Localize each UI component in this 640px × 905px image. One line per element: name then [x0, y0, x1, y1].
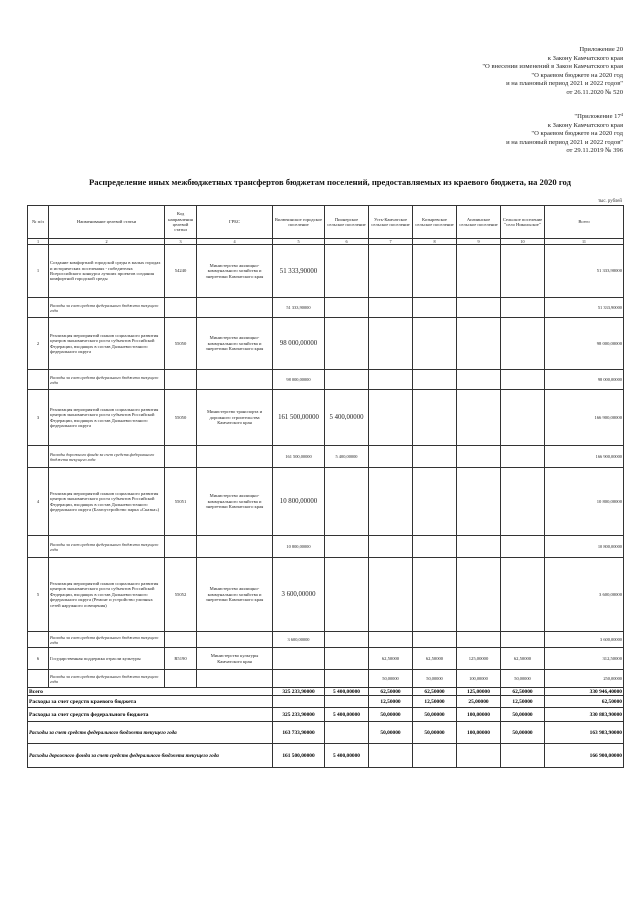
settlement-value: 161 500,00000	[273, 446, 325, 468]
table-subrow	[28, 370, 624, 390]
units-label: тыс. рублей	[598, 199, 622, 204]
settlement-value	[369, 390, 413, 446]
article-name: Расходы за счет средств федерального бюджета текущего года	[49, 670, 165, 688]
column-number: 10	[501, 239, 545, 245]
settlement-value	[369, 536, 413, 558]
direction-code	[165, 632, 197, 648]
settlement-value	[273, 648, 325, 670]
article-name: Реализация мероприятий планов социального развития центров экономического роста субъектов Российской Федерации, входящих в состав Дальневосточного федерального округа (Ремонт и устройство уличных сетей наружного освещения)	[49, 558, 165, 632]
settlement-value	[369, 446, 413, 468]
settlement-value: 62,50000	[501, 648, 545, 670]
appendix-header-line: и на плановый период 2021 и 2022 годов"	[506, 80, 623, 88]
appendix-header	[482, 46, 623, 98]
column-number: 4	[197, 239, 273, 245]
column-header: Козыревское сельское поселение	[413, 206, 457, 239]
row-number: 4	[28, 468, 49, 536]
column-header: № п/п	[28, 206, 49, 239]
article-name: Создание комфортной городской среды в малых городах и исторических поселениях - победителях Всероссийского конкурса лучших проектов создания комфортной городской среды	[49, 245, 165, 298]
settlement-value	[413, 446, 457, 468]
column-header: Всего	[545, 206, 624, 239]
settlement-value: 5 400,00000	[325, 744, 369, 768]
settlement-value: 62,50000	[369, 688, 413, 696]
settlement-value: 325 233,90000	[273, 688, 325, 696]
settlement-value: 3 600,00000	[273, 558, 325, 632]
settlement-value: 50,00000	[369, 708, 413, 722]
settlement-value: 98 000,00000	[273, 318, 325, 370]
appendix-header-line: "О внесении изменений в Закон Камчатского края	[482, 63, 623, 71]
total-value: 163 983,90000	[545, 722, 624, 744]
settlement-value	[325, 696, 369, 708]
table-row	[28, 468, 624, 536]
settlement-value: 12,50000	[501, 696, 545, 708]
article-name: Государственная поддержка отрасли культуры	[49, 648, 165, 670]
appendix-header-line: "О краевом бюджете на 2020 год	[531, 71, 623, 79]
direction-code	[165, 298, 197, 318]
settlement-value	[369, 632, 413, 648]
settlement-value	[413, 318, 457, 370]
settlement-value: 50,00000	[413, 670, 457, 688]
direction-code: 55050	[165, 318, 197, 370]
direction-code	[165, 670, 197, 688]
original-appendix-lines	[506, 122, 623, 156]
table-subrow	[28, 632, 624, 648]
row-number: 3	[28, 390, 49, 446]
settlement-value	[325, 245, 369, 298]
direction-code	[165, 370, 197, 390]
total-value: 98 000,00000	[545, 370, 624, 390]
total-value: 3 600,00000	[545, 632, 624, 648]
settlement-value: 100,00000	[457, 670, 501, 688]
transfers-table	[27, 205, 624, 768]
total-value: 330 883,90000	[545, 708, 624, 722]
header-row	[28, 206, 624, 239]
direction-code: 55052	[165, 558, 197, 632]
column-header: Вилючинское городское поселение	[273, 206, 325, 239]
table-row	[28, 558, 624, 632]
table-subrow	[28, 536, 624, 558]
settlement-value	[413, 390, 457, 446]
row-number: 5	[28, 558, 49, 632]
direction-code	[165, 536, 197, 558]
row-number: 2	[28, 318, 49, 370]
total-value: 51 333,90000	[545, 298, 624, 318]
total-label: Расходы дорожного фонда за счет средств федерального бюджета текущего года	[28, 744, 273, 768]
row-number: 1	[28, 245, 49, 298]
grbs-name: Министерство жилищно-коммунального хозяйства и энергетики Камчатского края	[197, 558, 273, 632]
column-number: 8	[413, 239, 457, 245]
column-header: Пионерское сельское поселение	[325, 206, 369, 239]
settlement-value	[501, 558, 545, 632]
total-label: Расходы за счет средств федерального бюджета	[28, 708, 273, 722]
settlement-value: 62,50000	[369, 648, 413, 670]
settlement-value: 125,00000	[457, 648, 501, 670]
total-label: Всего	[28, 688, 273, 696]
row-number	[28, 298, 49, 318]
settlement-value	[325, 558, 369, 632]
appendix-header-line: от 26.11.2020 № 520	[566, 88, 623, 96]
settlement-value	[457, 558, 501, 632]
settlement-value	[325, 370, 369, 390]
grbs-name	[197, 632, 273, 648]
settlement-value	[413, 245, 457, 298]
grbs-name	[197, 370, 273, 390]
column-number: 7	[369, 239, 413, 245]
column-number: 5	[273, 239, 325, 245]
column-header: Усть-Камчатское сельское поселение	[369, 206, 413, 239]
settlement-value	[501, 446, 545, 468]
settlement-value	[457, 632, 501, 648]
settlement-value	[457, 536, 501, 558]
settlement-value	[325, 468, 369, 536]
settlement-value: 98 000,00000	[273, 370, 325, 390]
total-value: 250,00000	[545, 670, 624, 688]
column-header: Сельское поселение "село Никольское"	[501, 206, 545, 239]
settlement-value: 5 400,00000	[325, 688, 369, 696]
total-value: 10 800,00000	[545, 468, 624, 536]
grbs-name	[197, 446, 273, 468]
table-row	[28, 245, 624, 298]
column-number: 3	[165, 239, 197, 245]
total-value: 10 800,00000	[545, 536, 624, 558]
grbs-name: Министерство транспорта и дорожного строительства Камчатского края	[197, 390, 273, 446]
grbs-name: Министерство жилищно-коммунального хозяйства и энергетики Камчатского края	[197, 318, 273, 370]
direction-code: 55050	[165, 390, 197, 446]
settlement-value	[413, 370, 457, 390]
total-value: 51 333,90000	[545, 245, 624, 298]
settlement-value	[501, 536, 545, 558]
settlement-value	[457, 390, 501, 446]
settlement-value: 50,00000	[369, 722, 413, 744]
column-number: 9	[457, 239, 501, 245]
settlement-value: 51 333,90000	[273, 298, 325, 318]
settlement-value: 5 400,00000	[325, 446, 369, 468]
settlement-value	[369, 370, 413, 390]
column-number: 6	[325, 239, 369, 245]
settlement-value	[413, 536, 457, 558]
settlement-value	[501, 468, 545, 536]
settlement-value: 62,50000	[501, 688, 545, 696]
settlement-value: 3 600,00000	[273, 632, 325, 648]
article-name: Расходы за счет средств федерального бюджета текущего года	[49, 298, 165, 318]
settlement-value: 50,00000	[501, 670, 545, 688]
row-number	[28, 446, 49, 468]
settlement-value	[325, 632, 369, 648]
document-title: Распределение иных межбюджетных трансфертов бюджетам поселений, предоставляемых из краевого бюджета, на 2020 год	[89, 177, 571, 187]
settlement-value: 50,00000	[413, 722, 457, 744]
settlement-value: 25,00000	[457, 696, 501, 708]
settlement-value	[325, 536, 369, 558]
table-subrow	[28, 298, 624, 318]
total-value: 166 900,00000	[545, 744, 624, 768]
settlement-value	[369, 318, 413, 370]
settlement-value: 51 333,90000	[273, 245, 325, 298]
article-name: Реализация мероприятий планов социального развития центров экономического роста субъектов Российской Федерации, входящих в состав Дальневосточного федерального округа (Благоустройство парка «Сказка»)	[49, 468, 165, 536]
settlement-value	[273, 670, 325, 688]
total-value: 98 000,00000	[545, 318, 624, 370]
table-subrow	[28, 670, 624, 688]
total-value: 330 946,40000	[545, 688, 624, 696]
settlement-value	[457, 468, 501, 536]
column-number: 11	[545, 239, 624, 245]
grbs-name	[197, 670, 273, 688]
appendix-superscript: 4	[620, 112, 623, 117]
article-name: Расходы за счет средств федерального бюджета текущего года	[49, 370, 165, 390]
settlement-value: 12,50000	[369, 696, 413, 708]
column-number: 2	[49, 239, 165, 245]
original-appendix-line: к Закону Камчатского края	[547, 121, 623, 129]
settlement-value	[501, 298, 545, 318]
grbs-name: Министерство культуры Камчатского края	[197, 648, 273, 670]
settlement-value	[501, 632, 545, 648]
settlement-value: 5 400,00000	[325, 708, 369, 722]
total-value: 312,50000	[545, 648, 624, 670]
settlement-value: 5 400,00000	[325, 390, 369, 446]
settlement-value	[273, 696, 325, 708]
settlement-value	[457, 318, 501, 370]
total-row	[28, 722, 624, 744]
settlement-value	[501, 390, 545, 446]
appendix-header-line: к Закону Камчатского края	[547, 54, 623, 62]
settlement-value: 10 800,00000	[273, 468, 325, 536]
settlement-value: 125,00000	[457, 688, 501, 696]
table-subrow	[28, 446, 624, 468]
column-header: ГРБС	[197, 206, 273, 239]
total-value: 166 900,00000	[545, 446, 624, 468]
settlement-value: 161 500,00000	[273, 390, 325, 446]
settlement-value	[325, 648, 369, 670]
table-row	[28, 318, 624, 370]
grbs-name: Министерство жилищно-коммунального хозяйства и энергетики Камчатского края	[197, 468, 273, 536]
settlement-value	[369, 468, 413, 536]
total-row	[28, 688, 624, 696]
settlement-value	[457, 370, 501, 390]
article-name: Реализация мероприятий планов социального развития центров экономического роста субъектов Российской Федерации, входящих в состав Дальневосточного федерального округа	[49, 390, 165, 446]
total-value: 62,50000	[545, 696, 624, 708]
original-appendix-line: от 29.11.2019 № 396	[566, 147, 623, 155]
settlement-value	[325, 298, 369, 318]
table-row	[28, 390, 624, 446]
settlement-value	[501, 744, 545, 768]
column-header: Наименование целевой статьи	[49, 206, 165, 239]
settlement-value: 161 500,00000	[273, 744, 325, 768]
total-value: 166 900,00000	[545, 390, 624, 446]
settlement-value	[369, 245, 413, 298]
direction-code	[165, 446, 197, 468]
grbs-name: Министерство жилищно-коммунального хозяйства и энергетики Камчатского края	[197, 245, 273, 298]
settlement-value	[501, 370, 545, 390]
settlement-value	[369, 558, 413, 632]
row-number	[28, 632, 49, 648]
total-label: Расходы за счет средств федерального бюджета текущего года	[28, 722, 273, 744]
article-name: Расходы за счет средств федерального бюджета текущего года	[49, 536, 165, 558]
settlement-value	[457, 744, 501, 768]
settlement-value	[325, 670, 369, 688]
appendix-header-line: Приложение 20	[579, 46, 623, 53]
original-appendix-line: "О краевом бюджете на 2020 год	[531, 130, 623, 138]
settlement-value: 62,50000	[413, 648, 457, 670]
article-name: Реализация мероприятий планов социального развития центров экономического роста субъектов Российской Федерации, входящих в состав Дальневосточного федерального округа	[49, 318, 165, 370]
settlement-value: 100,00000	[457, 722, 501, 744]
settlement-value: 100,00000	[457, 708, 501, 722]
original-appendix-first-line: "Приложение $17^4$	[574, 112, 623, 120]
settlement-value: 50,00000	[413, 708, 457, 722]
settlement-value	[369, 744, 413, 768]
table-row	[28, 648, 624, 670]
original-appendix-header	[506, 113, 623, 156]
settlement-value: 163 733,90000	[273, 722, 325, 744]
row-number	[28, 370, 49, 390]
settlement-value	[457, 245, 501, 298]
settlement-value	[325, 318, 369, 370]
settlement-value	[413, 744, 457, 768]
settlement-value	[325, 722, 369, 744]
direction-code: 55051	[165, 468, 197, 536]
settlement-value: 62,50000	[413, 688, 457, 696]
settlement-value	[413, 632, 457, 648]
settlement-value	[457, 298, 501, 318]
column-header: Код направления целевой статьи	[165, 206, 197, 239]
total-row	[28, 708, 624, 722]
settlement-value	[413, 558, 457, 632]
direction-code: 54240	[165, 245, 197, 298]
total-row	[28, 696, 624, 708]
table-header	[28, 206, 624, 245]
row-number: 6	[28, 648, 49, 670]
article-name: Расходы дорожного фонда за счет средств федерального бюджета текущего года	[49, 446, 165, 468]
total-row	[28, 744, 624, 768]
column-number: 1	[28, 239, 49, 245]
grbs-name	[197, 298, 273, 318]
settlement-value: 50,00000	[501, 708, 545, 722]
column-header: Апачинское сельское поселение	[457, 206, 501, 239]
settlement-value	[413, 468, 457, 536]
settlement-value: 50,00000	[369, 670, 413, 688]
row-number	[28, 536, 49, 558]
settlement-value: 325 233,90000	[273, 708, 325, 722]
original-appendix-line: и на плановый период 2021 и 2022 годов"	[506, 138, 623, 146]
article-name: Расходы за счет средств федерального бюджета текущего года	[49, 632, 165, 648]
direction-code: R5190	[165, 648, 197, 670]
total-label: Расходы за счет средств краевого бюджета	[28, 696, 273, 708]
settlement-value: 10 800,00000	[273, 536, 325, 558]
settlement-value	[457, 446, 501, 468]
table-body	[28, 245, 624, 768]
settlement-value: 12,50000	[413, 696, 457, 708]
grbs-name	[197, 536, 273, 558]
settlement-value	[501, 318, 545, 370]
total-value: 3 600,00000	[545, 558, 624, 632]
settlement-value: 50,00000	[501, 722, 545, 744]
row-number	[28, 670, 49, 688]
settlement-value	[369, 298, 413, 318]
settlement-value	[501, 245, 545, 298]
settlement-value	[413, 298, 457, 318]
